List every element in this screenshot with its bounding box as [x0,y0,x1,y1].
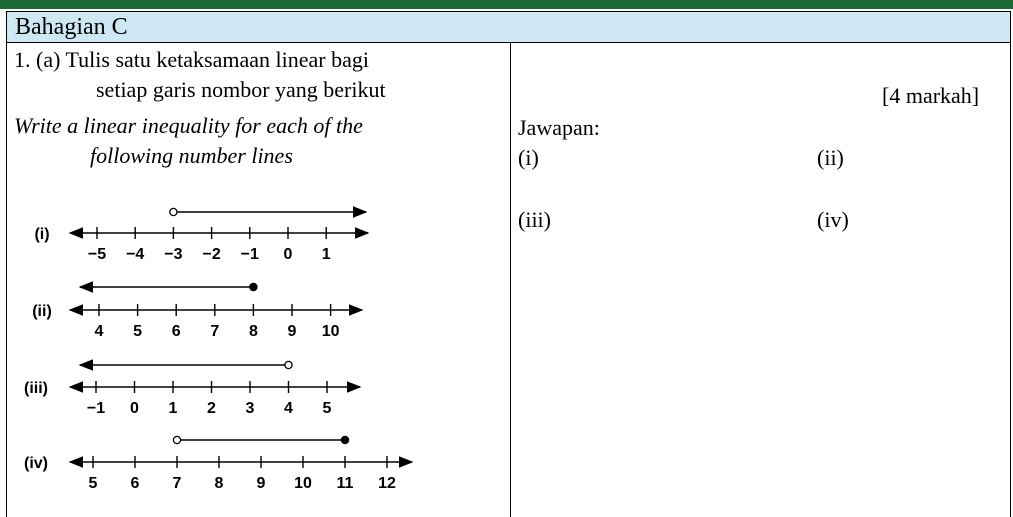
question-line-4-english: following number lines [90,143,293,168]
open-circle [285,361,292,368]
number-line-tick-label: 9 [287,323,297,340]
number-line-tick-label: 0 [283,246,293,263]
number-line-tick-label: −4 [126,246,145,263]
number-line-tick-label: 0 [130,400,139,417]
number-line-tick-label: 8 [248,323,258,340]
number-line-tick-label: 5 [322,400,332,417]
number-line-tick-label: 1 [321,246,331,263]
answer-i-label: (i) [518,145,539,170]
number-line-tick-label: 10 [294,475,312,492]
question-line-1: 1. (a) Tulis satu ketaksamaan linear bagi [14,47,369,72]
number-line-label: (iv) [24,455,48,472]
number-line-tick-label: 3 [245,400,255,417]
number-line-tick-label: 4 [284,400,293,417]
number-line-label: (i) [34,226,50,243]
number-line-tick-label: 7 [172,475,182,492]
number-line-tick-label: −3 [164,246,183,263]
number-line-tick-label: 12 [378,475,396,492]
number-line-tick-label: −5 [87,246,107,263]
table-column-divider [510,43,511,517]
number-line-tick-label: 8 [214,475,224,492]
number-line-tick-label: −2 [202,246,221,263]
number-line-tick-label: 7 [210,323,220,340]
answer-ii-label: (ii) [817,145,844,170]
open-circle [170,208,177,215]
answer-iii-label: (iii) [518,207,551,232]
answer-iv-label: (iv) [817,207,849,232]
marks-label: [4 markah] [882,83,980,108]
number-line-tick-label: −1 [240,246,259,263]
number-line-tick-label: 2 [207,400,216,417]
open-circle [173,436,180,443]
closed-circle [250,283,257,290]
number-line-tick-label: 11 [336,475,354,492]
table-right-border [1010,43,1011,517]
number-line-tick-label: 9 [256,475,266,492]
section-title: Bahagian C [15,14,128,40]
answer-label: Jawapan: [518,115,600,140]
question-line-3-english: Write a linear inequality for each of the [14,113,363,138]
number-line-tick-label: 4 [94,323,104,340]
number-line-label: (iii) [24,380,48,397]
number-line-tick-label: 5 [88,475,98,492]
number-line-label: (ii) [32,303,52,320]
number-line-tick-label: 6 [130,475,140,492]
number-line-tick-label: 6 [171,323,181,340]
closed-circle [341,436,348,443]
number-line-tick-label: 1 [168,400,178,417]
number-line-tick-label: 5 [133,323,143,340]
number-line-tick-label: 10 [321,323,340,340]
question-line-2: setiap garis nombor yang berikut [96,77,386,102]
number-line-tick-label: −1 [86,400,106,417]
